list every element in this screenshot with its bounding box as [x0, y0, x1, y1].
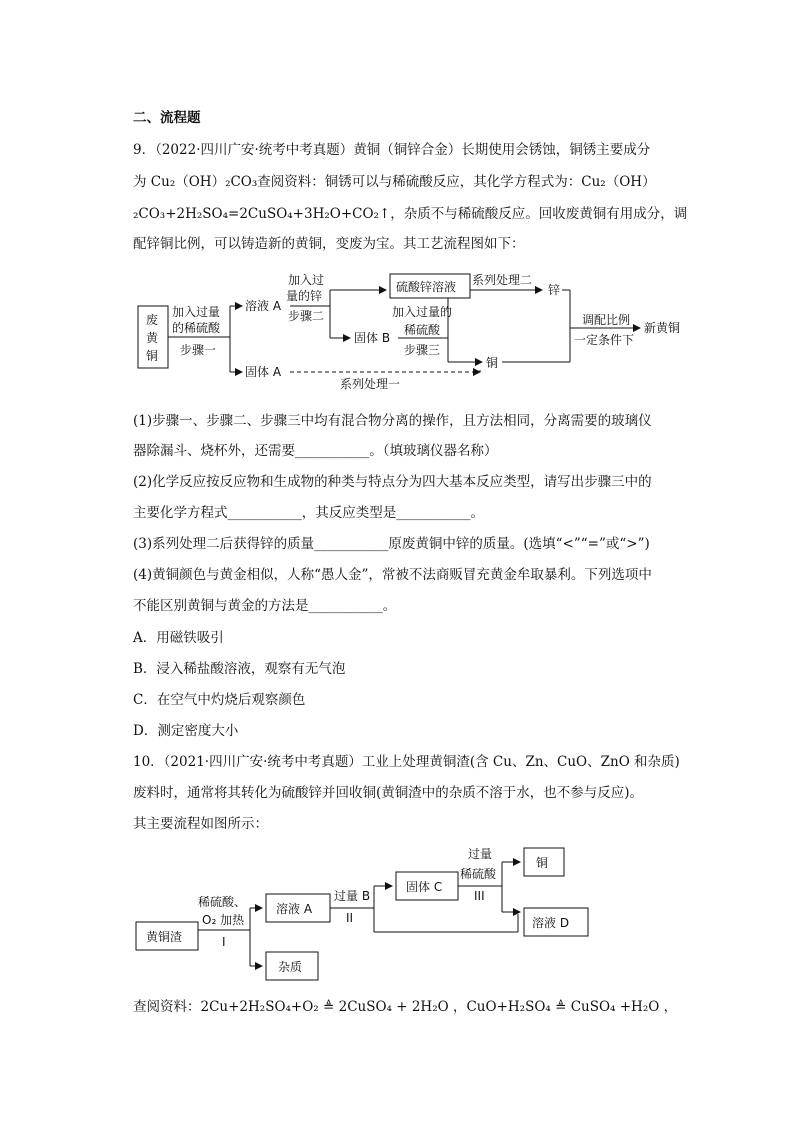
q9-sub-4a: (4)黄铜颜色与黄金相似，人称“愚人金”，常被不法商贩冒充黄金牟取暴利。下列选项中 [133, 567, 652, 583]
q9-sub-1a: (1)步骤一、步骤二、步骤三中均有混合物分离的操作，且方法相同，分离需要的玻璃仪 [133, 413, 652, 429]
q9-line-3: ₂CO₃+2H₂SO₄=2CuSO₄+3H₂O+CO₂↑，杂质不与稀硫酸反应。回收废黄铜有用成分，调 [133, 206, 688, 222]
q10-line-1: 10．（2021·四川广安·统考中考真题）工业上处理黄铜渣(含 Cu、Zn、CuO、ZnO 和杂质) [133, 754, 680, 770]
solution-a-label: 溶液 A [245, 299, 282, 313]
q9-sub-3: (3)系列处理二后获得锌的质量___________原废黄铜中锌的质量。(选填“<”“=”或“>”) [133, 536, 650, 552]
q10-solution-a: 溶液 A [276, 902, 313, 916]
q9-sub-4b: 不能区别黄铜与黄金的方法是___________。 [133, 598, 397, 614]
step2-label-1: 加入过 [288, 273, 325, 287]
adjust-label-1: 调配比例 [582, 313, 631, 327]
q9-line-4: 配锌铜比例，可以铸造新的黄铜，变废为宝。其工艺流程图如下： [133, 236, 525, 252]
q10-line-2: 废料时，通常将其转化为硫酸锌并回收铜(黄铜渣中的杂质不溶于水，也不参与反应)。 [133, 785, 644, 801]
q10-copper-label: 铜 [536, 856, 549, 870]
step2-label-3: 步骤二 [288, 309, 325, 323]
q10-step3-1: 过量 [468, 847, 493, 861]
zinc-sulfate-label: 硫酸锌溶液 [396, 280, 457, 294]
q9-line-1: 9．（2022·四川广安·统考中考真题）黄铜（铜锌合金）长期使用会锈蚀，铜锈主要成分 [133, 142, 651, 158]
q9-sub-1b: 器除漏斗、烧杯外，还需要___________。（填玻璃仪器名称） [133, 443, 498, 459]
step1-label-3: 步骤一 [180, 343, 217, 357]
q9-option-c: C．在空气中灼烧后观察颜色 [133, 692, 306, 708]
q9-line-2: 为 Cu₂（OH）₂CO₃查阅资料：铜锈可以与稀硫酸反应，其化学方程式为：Cu₂（OH） [133, 174, 656, 190]
series1-label: 系列处理一 [340, 377, 401, 391]
step1-label-1: 加入过量 [172, 305, 221, 319]
step3-label-2: 稀硫酸 [404, 323, 441, 337]
zinc-label: 锌 [548, 283, 561, 297]
q10-step2-2: II [346, 911, 354, 925]
solid-c-label: 固体 C [406, 880, 443, 894]
section-title: 二、流程题 [133, 110, 201, 126]
series2-label: 系列处理二 [472, 273, 533, 287]
q10-reference: 查阅资料：2Cu+2H₂SO₄+O₂ ≜ 2CuSO₄ + 2H₂O ，CuO+H₂SO₄ ≜ CuSO₄ +H₂O ， [133, 999, 678, 1015]
solid-b-label: 固体 B [354, 331, 391, 345]
waste-brass-char-1: 废 [146, 313, 159, 327]
step2-label-2: 量的锌 [286, 289, 323, 303]
q9-option-a: A．用磁铁吸引 [133, 630, 224, 646]
q9-flow-diagram [130, 264, 690, 394]
new-brass-label: 新黄铜 [644, 321, 681, 335]
q10-flow-diagram [130, 840, 600, 988]
q10-step2-1: 过量 B [334, 889, 371, 903]
q10-step1-2: O₂ 加热 [202, 913, 245, 927]
q10-step3-2: 稀硫酸 [460, 867, 497, 881]
q9-sub-2b: 主要化学方程式___________，其反应类型是___________。 [133, 505, 484, 521]
q10-step1-3: I [222, 935, 226, 949]
step3-label-3: 步骤三 [404, 343, 441, 357]
solid-a-label: 固体 A [245, 365, 282, 379]
q9-option-d: D．测定密度大小 [133, 723, 239, 739]
q9-sub-2a: (2)化学反应按反应物和生成物的种类与特点分为四大基本反应类型，请写出步骤三中的 [133, 474, 652, 490]
step1-label-2: 的稀硫酸 [172, 321, 221, 335]
waste-brass-char-3: 铜 [146, 349, 159, 363]
copper-label: 铜 [486, 356, 499, 370]
step3-label-1: 加入过量的 [392, 305, 453, 319]
q10-step1-1: 稀硫酸、 [198, 895, 247, 909]
brass-slag-label: 黄铜渣 [146, 930, 183, 944]
adjust-label-2: 一定条件下 [574, 333, 635, 347]
impurity-label: 杂质 [278, 960, 303, 974]
q10-step3-3: III [474, 889, 485, 903]
q10-line-3: 其主要流程如图所示： [133, 816, 268, 832]
solution-d-label: 溶液 D [532, 916, 570, 930]
q9-option-b: B．浸入稀盐酸溶液，观察有无气泡 [133, 661, 346, 677]
waste-brass-char-2: 黄 [146, 331, 159, 345]
